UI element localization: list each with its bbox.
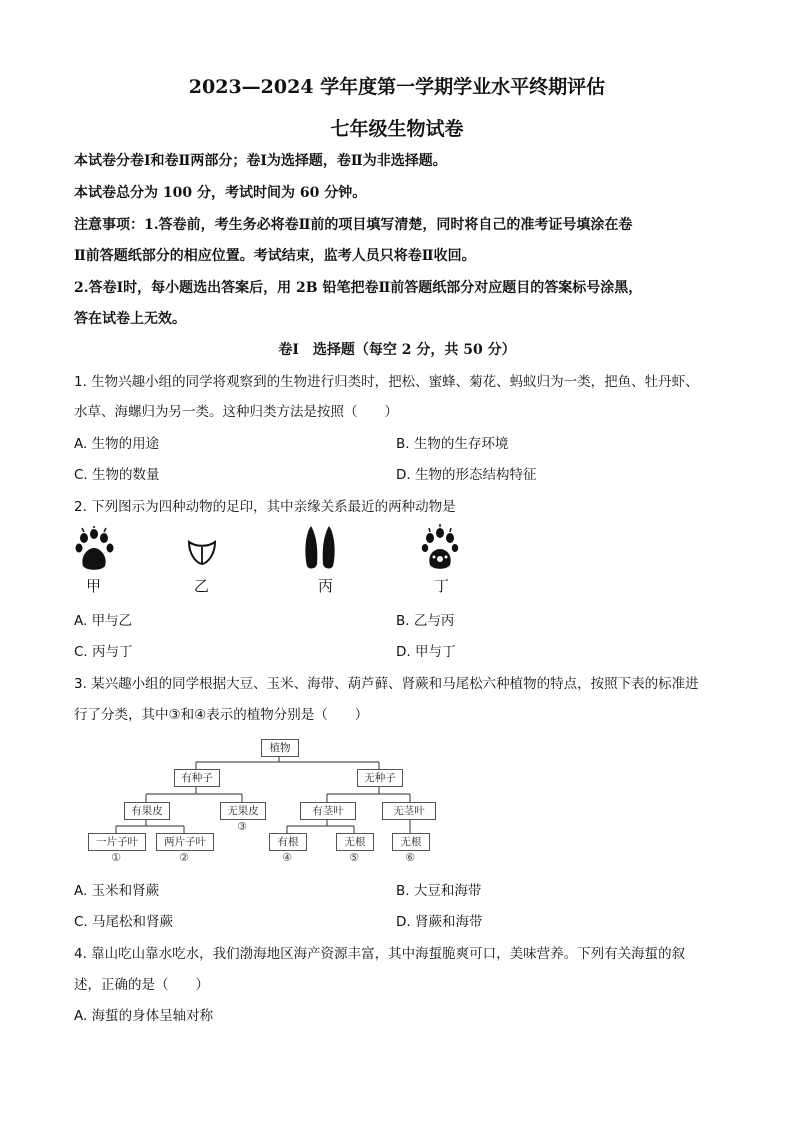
q3-option-d: D. 肾蕨和海带: [396, 914, 483, 930]
q1-option-a: A. 生物的用途: [74, 436, 160, 452]
tree-node-no-seed: 无种子: [357, 769, 403, 787]
tree-number-1: ①: [111, 851, 121, 864]
q1-option-c: C. 生物的数量: [74, 467, 160, 483]
hoof-print-icon-bing: [303, 524, 337, 570]
paw-print-icon-ding: [420, 524, 460, 570]
tree-node-one-cotyledon: 一片子叶: [88, 833, 146, 851]
q3-option-c: C. 马尾松和肾蕨: [74, 914, 174, 930]
instruction-line-5: 2.答卷Ⅰ时，每小题选出答案后，用 2B 铅笔把卷Ⅱ前答题纸部分对应题目的答案标号涂黑，: [74, 280, 643, 296]
q2-option-d: D. 甲与丁: [396, 644, 456, 660]
tree-node-has-pericarp: 有果皮: [124, 802, 170, 820]
q3-option-b: B. 大豆和海带: [396, 883, 482, 899]
tree-node-root: 植物: [261, 739, 299, 757]
instruction-line-1: 本试卷分卷Ⅰ和卷Ⅱ两部分；卷Ⅰ为选择题，卷Ⅱ为非选择题。: [74, 153, 447, 169]
tree-node-no-pericarp: 无果皮: [220, 802, 266, 820]
tree-number-5: ⑤: [349, 851, 359, 864]
q2-option-c: C. 丙与丁: [74, 644, 133, 660]
tree-node-has-seed: 有种子: [174, 769, 220, 787]
tree-number-3: ③: [237, 820, 247, 833]
q4-stem-line-2: 述，正确的是（ ）: [74, 977, 209, 993]
tree-number-4: ④: [282, 851, 292, 864]
q1-stem-line-1: 1. 生物兴趣小组的同学将观察到的生物进行归类时，把松、蜜蜂、菊花、蚂蚁归为一类，把鱼、牡丹虾、: [74, 374, 699, 390]
q2-option-b: B. 乙与丙: [396, 613, 455, 629]
footprint-label-yi: 乙: [194, 577, 210, 595]
q1-stem-line-2: 水草、海螺归为另一类。这种归类方法是按照（ ）: [74, 404, 398, 420]
q3-stem-line-2: 行了分类，其中③和④表示的植物分别是（ ）: [74, 707, 369, 723]
tree-number-6: ⑥: [405, 851, 415, 864]
q3-option-a: A. 玉米和肾蕨: [74, 883, 160, 899]
tree-node-no-root-a: 无根: [336, 833, 374, 851]
plant-classification-tree: [84, 730, 434, 868]
footprint-label-ding: 丁: [434, 577, 450, 595]
paw-print-icon-jia: [74, 526, 116, 572]
footprint-label-bing: 丙: [318, 577, 334, 595]
instruction-line-6: 答在试卷上无效。: [74, 311, 186, 327]
q4-stem-line-1: 4. 靠山吃山靠水吃水，我们渤海地区海产资源丰富，其中海蜇脆爽可口，美味营养。下列有关海蜇的叙: [74, 946, 686, 962]
section-title: 卷Ⅰ 选择题（每空 2 分，共 50 分）: [278, 342, 516, 358]
footprint-label-jia: 甲: [86, 577, 102, 595]
q3-stem-line-1: 3. 某兴趣小组的同学根据大豆、玉米、海带、葫芦藓、肾蕨和马尾松六种植物的特点，按照下表的标准进: [74, 676, 699, 692]
q1-option-d: D. 生物的形态结构特征: [396, 467, 537, 483]
q1-option-b: B. 生物的生存环境: [396, 436, 509, 452]
tree-node-has-root: 有根: [269, 833, 307, 851]
instruction-line-3: 注意事项：1.答卷前，考生务必将卷Ⅱ前的项目填写清楚，同时将自己的准考证号填涂在卷: [74, 217, 633, 233]
q2-option-a: A. 甲与乙: [74, 613, 133, 629]
tree-node-no-stem-leaf: 无茎叶: [382, 802, 436, 820]
exam-title: 2023—2024 学年度第一学期学业水平终期评估: [188, 76, 606, 98]
q2-stem: 2. 下列图示为四种动物的足印，其中亲缘关系最近的两种动物是: [74, 499, 456, 515]
q4-option-a: A. 海蜇的身体呈轴对称: [74, 1008, 214, 1024]
tree-node-two-cotyledons: 两片子叶: [156, 833, 214, 851]
hoof-print-icon-yi: [186, 538, 218, 566]
tree-node-has-stem-leaf: 有茎叶: [300, 802, 356, 820]
instruction-line-4: Ⅱ前答题纸部分的相应位置。考试结束，监考人员只将卷Ⅱ收回。: [74, 248, 476, 264]
exam-subtitle: 七年级生物试卷: [330, 118, 464, 140]
instruction-line-2: 本试卷总分为 100 分，考试时间为 60 分钟。: [74, 185, 367, 201]
tree-number-2: ②: [179, 851, 189, 864]
tree-node-no-root-b: 无根: [392, 833, 430, 851]
